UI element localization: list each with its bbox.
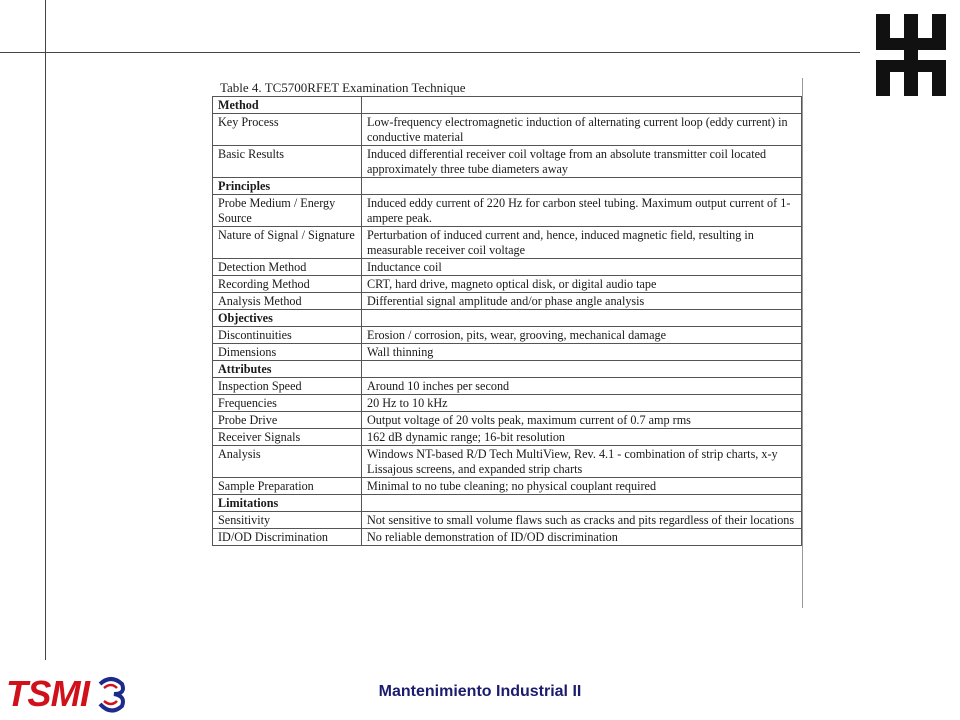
vertical-rule [45, 0, 46, 660]
scanned-table-image [210, 78, 800, 618]
table-row [213, 327, 802, 344]
row-value: Differential signal amplitude and/or phase angle analysis [362, 293, 802, 310]
row-label: Basic Results [213, 146, 362, 178]
row-value: Windows NT-based R/D Tech MultiView, Rev. 4.1 - combination of strip charts, x-y Lissajous screens, and expanded strip charts [362, 446, 802, 478]
table-row [213, 114, 802, 146]
row-label: ID/OD Discrimination [213, 529, 362, 546]
row-label: Inspection Speed [213, 378, 362, 395]
table-row [213, 378, 802, 395]
table-row [213, 446, 802, 478]
table-row [213, 395, 802, 412]
section-row [213, 310, 802, 327]
row-value: Inductance coil [362, 259, 802, 276]
section-heading: Objectives [213, 310, 362, 327]
scan-edge [802, 78, 803, 608]
row-value: Output voltage of 20 volts peak, maximum current of 0.7 amp rms [362, 412, 802, 429]
examination-technique-table [212, 96, 802, 546]
row-value [362, 361, 802, 378]
row-label: Probe Drive [213, 412, 362, 429]
row-value: Wall thinning [362, 344, 802, 361]
row-value: No reliable demonstration of ID/OD discrimination [362, 529, 802, 546]
row-label: Recording Method [213, 276, 362, 293]
row-label: Dimensions [213, 344, 362, 361]
section-row [213, 178, 802, 195]
table-row [213, 276, 802, 293]
footer-title: Mantenimiento Industrial II [378, 683, 582, 700]
row-label: Frequencies [213, 395, 362, 412]
table-row [213, 512, 802, 529]
table-row [213, 195, 802, 227]
row-label: Key Process [213, 114, 362, 146]
table-row [213, 478, 802, 495]
row-label: Receiver Signals [213, 429, 362, 446]
row-value: 162 dB dynamic range; 16-bit resolution [362, 429, 802, 446]
section-heading: Limitations [213, 495, 362, 512]
row-label: Discontinuities [213, 327, 362, 344]
row-value [362, 495, 802, 512]
table-row [213, 344, 802, 361]
row-value: Around 10 inches per second [362, 378, 802, 395]
row-value [362, 97, 802, 114]
row-label: Nature of Signal / Signature [213, 227, 362, 259]
tsmi-logo-text: TSMI [6, 673, 90, 714]
section-row [213, 495, 802, 512]
utn-logo-icon [876, 14, 946, 96]
row-value: CRT, hard drive, magneto optical disk, or digital audio tape [362, 276, 802, 293]
table-row [213, 227, 802, 259]
row-value [362, 178, 802, 195]
row-value: Induced differential receiver coil voltage from an absolute transmitter coil located approximately three tube diameters away [362, 146, 802, 178]
row-label: Sensitivity [213, 512, 362, 529]
table-row [213, 412, 802, 429]
row-value: Not sensitive to small volume flaws such as cracks and pits regardless of their locations [362, 512, 802, 529]
table-title: Table 4. TC5700RFET Examination Technique [220, 80, 466, 95]
row-label: Detection Method [213, 259, 362, 276]
row-value [362, 310, 802, 327]
row-value: Perturbation of induced current and, hence, induced magnetic field, resulting in measurable receiver coil voltage [362, 227, 802, 259]
row-value: Low-frequency electromagnetic induction of alternating current loop (eddy current) in conductive material [362, 114, 802, 146]
section-row [213, 97, 802, 114]
table-row [213, 293, 802, 310]
row-value: Erosion / corrosion, pits, wear, grooving, mechanical damage [362, 327, 802, 344]
row-label: Sample Preparation [213, 478, 362, 495]
section-heading: Method [213, 97, 362, 114]
table-row [213, 429, 802, 446]
section-row [213, 361, 802, 378]
row-label: Analysis Method [213, 293, 362, 310]
row-label: Probe Medium / Energy Source [213, 195, 362, 227]
table-row [213, 529, 802, 546]
row-value: 20 Hz to 10 kHz [362, 395, 802, 412]
table-row [213, 259, 802, 276]
row-value: Induced eddy current of 220 Hz for carbon steel tubing. Maximum output current of 1-ampere peak. [362, 195, 802, 227]
table-row [213, 146, 802, 178]
row-label: Analysis [213, 446, 362, 478]
section-heading: Attributes [213, 361, 362, 378]
horizontal-rule [0, 52, 860, 53]
section-heading: Principles [213, 178, 362, 195]
row-value: Minimal to no tube cleaning; no physical couplant required [362, 478, 802, 495]
